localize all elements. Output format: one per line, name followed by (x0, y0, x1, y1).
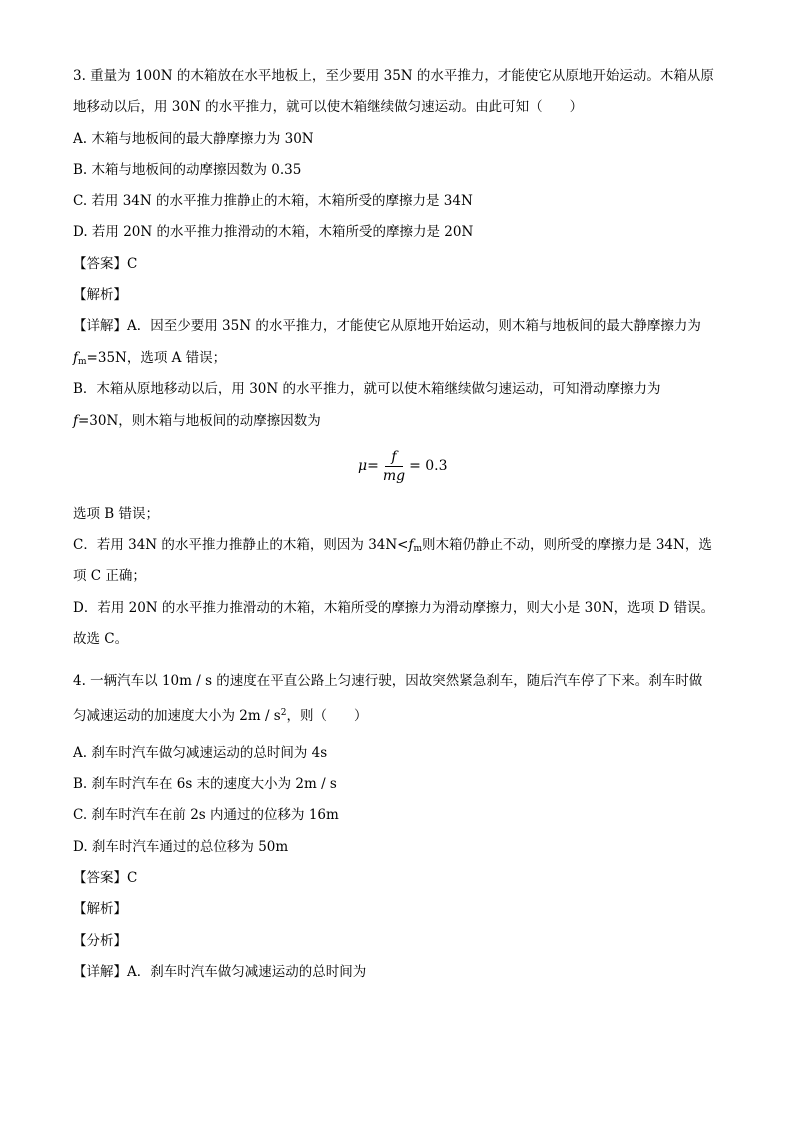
q4-stem-line2-post: ，则（ ） (286, 708, 368, 724)
friction-coefficient-formula (358, 446, 448, 486)
formula-denominator: mg (382, 467, 406, 484)
formula-equals: = (367, 458, 379, 474)
q3-option-d: D. 若用 20N 的水平推力推滑动的木箱，木箱所受的摩擦力是 20N (73, 224, 474, 240)
q3-detail-a-line1: 【详解】A．因至少要用 35N 的水平推力，才能使它从原地开始运动，则木箱与地板间的最大静摩擦力为 (73, 318, 701, 334)
q4-stem-line1: 4. 一辆汽车以 10m / s 的速度在平直公路上匀速行驶，因故突然紧急刹车，随后汽车停了下来。刹车时做 (73, 673, 703, 689)
q3-stem-line1: 3. 重量为 100N 的木箱放在水平地板上，至少要用 35N 的水平推力，才能使它从原地开始运动。木箱从原 (73, 68, 714, 84)
q3-detail-a-line2-text: =35N，选项 A 错误； (86, 350, 227, 366)
q4-exponent: 2 (280, 708, 287, 718)
q3-detail-b-line2 (73, 413, 321, 429)
q3-stem-line2: 地移动以后，用 30N 的水平推力，就可以使木箱继续做匀速运动。由此可知（ ） (73, 99, 584, 115)
fm-symbol: f (73, 350, 78, 366)
q4-option-d: D. 刹车时汽车通过的总位移为 50m (73, 839, 289, 855)
q3-detail-c-line1 (73, 537, 712, 553)
q4-analysis-sub: 【分析】 (73, 933, 127, 949)
q3-option-b: B. 木箱与地板间的动摩擦因数为 0.35 (73, 162, 302, 178)
q4-analysis-label: 【解析】 (73, 901, 127, 917)
formula-result: = 0.3 (409, 458, 448, 474)
formula-mu: μ (358, 458, 368, 474)
q3-detail-b-line3: 选项 B 错误； (73, 506, 160, 522)
q3-detail-a-line2 (73, 350, 226, 366)
q3-option-c: C. 若用 34N 的水平推力推静止的木箱，木箱所受的摩擦力是 34N (73, 193, 473, 209)
formula-fraction (383, 449, 405, 484)
q4-stem-line2 (73, 708, 367, 724)
q3-detail-b-line1: B．木箱从原地移动以后，用 30N 的水平推力，就可以使木箱继续做匀速运动，可知滑动摩擦力为 (73, 381, 661, 397)
q4-option-a: A. 刹车时汽车做匀减速运动的总时间为 4s (73, 745, 328, 761)
q4-stem-line2-pre: 匀减速运动的加速度大小为 2m / s (73, 708, 281, 724)
q3-detail-c-line2: 项 C 正确； (73, 568, 146, 584)
q4-detail-a-line1: 【详解】A．刹车时汽车做匀减速运动的总时间为 (73, 964, 367, 980)
q3-conclusion: 故选 C。 (73, 631, 129, 647)
q3-option-a: A. 木箱与地板间的最大静摩擦力为 30N (73, 131, 314, 147)
fm-subscript: m (413, 544, 423, 554)
q4-option-c: C. 刹车时汽车在前 2s 内通过的位移为 16m (73, 807, 339, 823)
q3-analysis-label: 【解析】 (73, 287, 127, 303)
q3-detail-c-pre: C．若用 34N 的水平推力推静止的木箱，则因为 34N< (73, 537, 409, 553)
formula-numerator: f (385, 449, 402, 467)
q3-detail-d-line1: D．若用 20N 的水平推力推滑动的木箱，木箱所受的摩擦力为滑动摩擦力，则大小是 30N，选项 D 错误。 (73, 600, 715, 616)
fm-symbol: f (408, 537, 414, 553)
fm-subscript: m (78, 357, 87, 367)
q3-answer: 【答案】C (73, 256, 138, 272)
q3-detail-b-line2-text: =30N，则木箱与地板间的动摩擦因数为 (78, 413, 321, 429)
q4-option-b: B. 刹车时汽车在 6s 末的速度大小为 2m / s (73, 776, 337, 792)
f-symbol: f (73, 413, 78, 429)
q3-detail-c-post: 则木箱仍静止不动，则所受的摩擦力是 34N，选 (422, 537, 712, 553)
q4-answer: 【答案】C (73, 870, 138, 886)
